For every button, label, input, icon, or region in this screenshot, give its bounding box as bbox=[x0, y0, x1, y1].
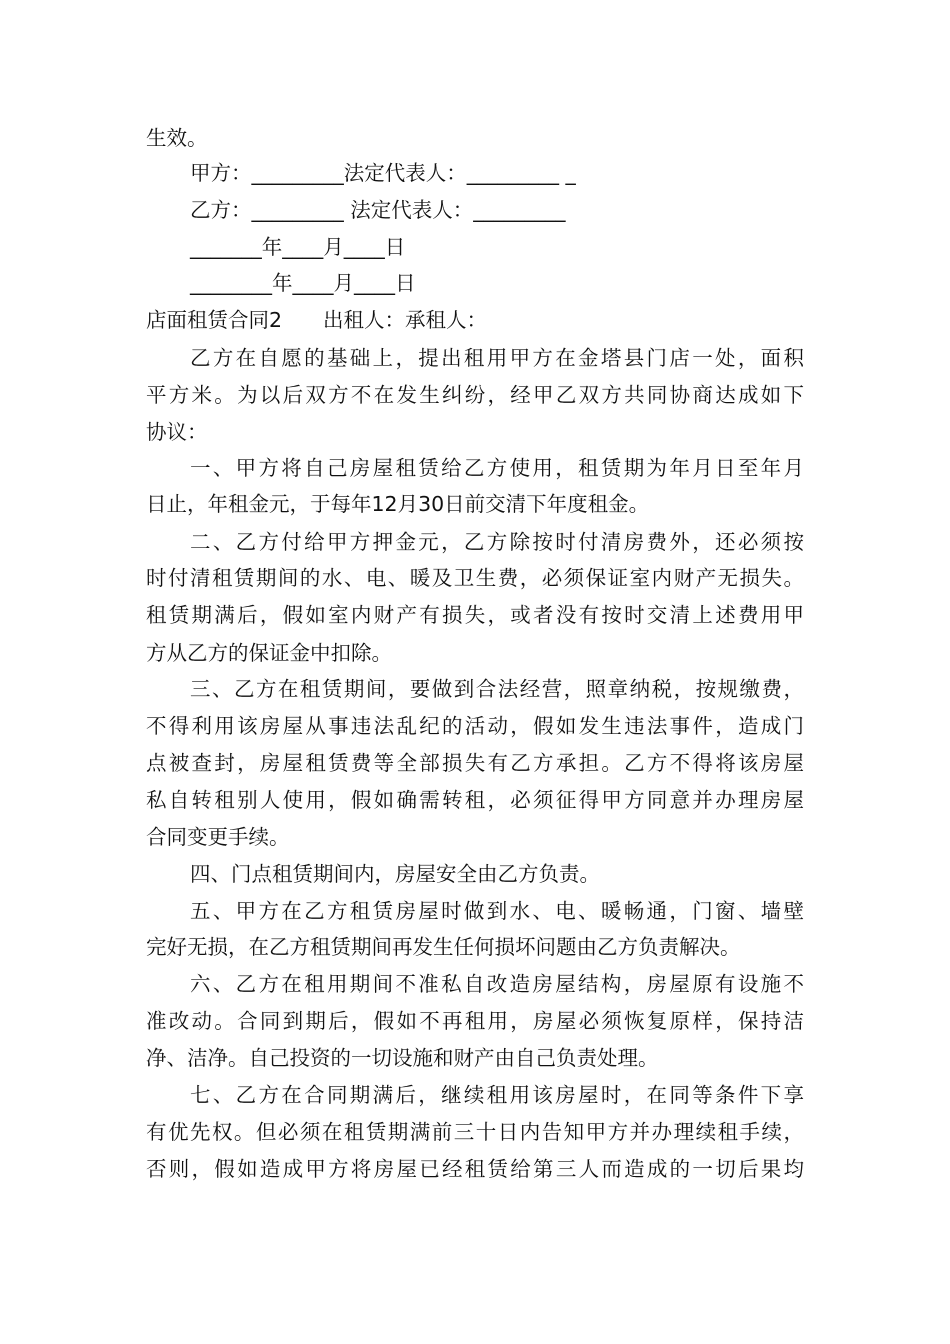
clause-7-line: 七、乙方在合同期满后，继续租用该房屋时，在同等条件下享 bbox=[190, 1083, 804, 1107]
clause-1-line: 日止，年租金元，于每年12月30日前交清下年度租金。 bbox=[146, 492, 650, 516]
clause-3-line: 合同变更手续。 bbox=[146, 825, 290, 849]
date-line-2: ________年____月____日 bbox=[190, 271, 416, 295]
intro-line: 乙方在自愿的基础上，提出租用甲方在金塔县门店一处，面积 bbox=[190, 346, 804, 370]
clause-6-line: 准改动。合同到期后，假如不再租用，房屋必须恢复原样，保持洁 bbox=[146, 1009, 804, 1033]
intro-line: 协议： bbox=[146, 420, 208, 444]
clause-7-line: 有优先权。但必须在租赁期满前三十日内告知甲方并办理续租手续， bbox=[146, 1120, 804, 1144]
clause-3-line: 私自转租别人使用，假如确需转租，必须征得甲方同意并办理房屋 bbox=[146, 788, 804, 812]
date-line-1: _______年____月____日 bbox=[190, 235, 406, 259]
clause-1-line: 一、甲方将自己房屋租赁给乙方使用，租赁期为年月日至年月 bbox=[190, 456, 804, 480]
clause-7-line: 否则，假如造成甲方将房屋已经租赁给第三人而造成的一切后果均 bbox=[146, 1157, 804, 1181]
clause-5-line: 五、甲方在乙方租赁房屋时做到水、电、暖畅通，门窗、墙壁 bbox=[190, 899, 804, 923]
clause-6-line: 六、乙方在租用期间不准私自改造房屋结构，房屋原有设施不 bbox=[190, 972, 804, 996]
line-effect: 生效。 bbox=[146, 126, 208, 150]
intro-line: 平方米。为以后双方不在发生纠纷，经甲乙双方共同协商达成如下 bbox=[146, 383, 804, 407]
clause-3-line: 不得利用该房屋从事违法乱纪的活动，假如发生违法事件，造成门 bbox=[146, 714, 804, 738]
clause-2-line: 时付清租赁期间的水、电、暖及卫生费，必须保证室内财产无损失。 bbox=[146, 566, 804, 590]
clause-2-line: 租赁期满后，假如室内财产有损失，或者没有按时交清上述费用甲 bbox=[146, 603, 804, 627]
party-a-signature-line: 甲方：_________法定代表人：_________ _ bbox=[190, 161, 576, 185]
clause-5-line: 完好无损，在乙方租赁期间再发生任何损坏问题由乙方负责解决。 bbox=[146, 935, 741, 959]
clause-3-line: 点被查封，房屋租赁费等全部损失有乙方承担。乙方不得将该房屋 bbox=[146, 751, 804, 775]
clause-2-line: 二、乙方付给甲方押金元，乙方除按时付清房费外，还必须按 bbox=[190, 530, 804, 554]
contract-2-heading: 店面租赁合同2 出租人：承租人： bbox=[146, 308, 488, 332]
clause-2-line: 方从乙方的保证金中扣除。 bbox=[146, 641, 392, 665]
clause-3-line: 三、乙方在租赁期间，要做到合法经营，照章纳税，按规缴费， bbox=[190, 677, 804, 701]
clause-4-line: 四、门点租赁期间内，房屋安全由乙方负责。 bbox=[190, 862, 600, 886]
clause-6-line: 净、洁净。自己投资的一切设施和财产由自己负责处理。 bbox=[146, 1046, 659, 1070]
party-b-signature-line: 乙方：_________ 法定代表人：_________ bbox=[190, 198, 566, 222]
